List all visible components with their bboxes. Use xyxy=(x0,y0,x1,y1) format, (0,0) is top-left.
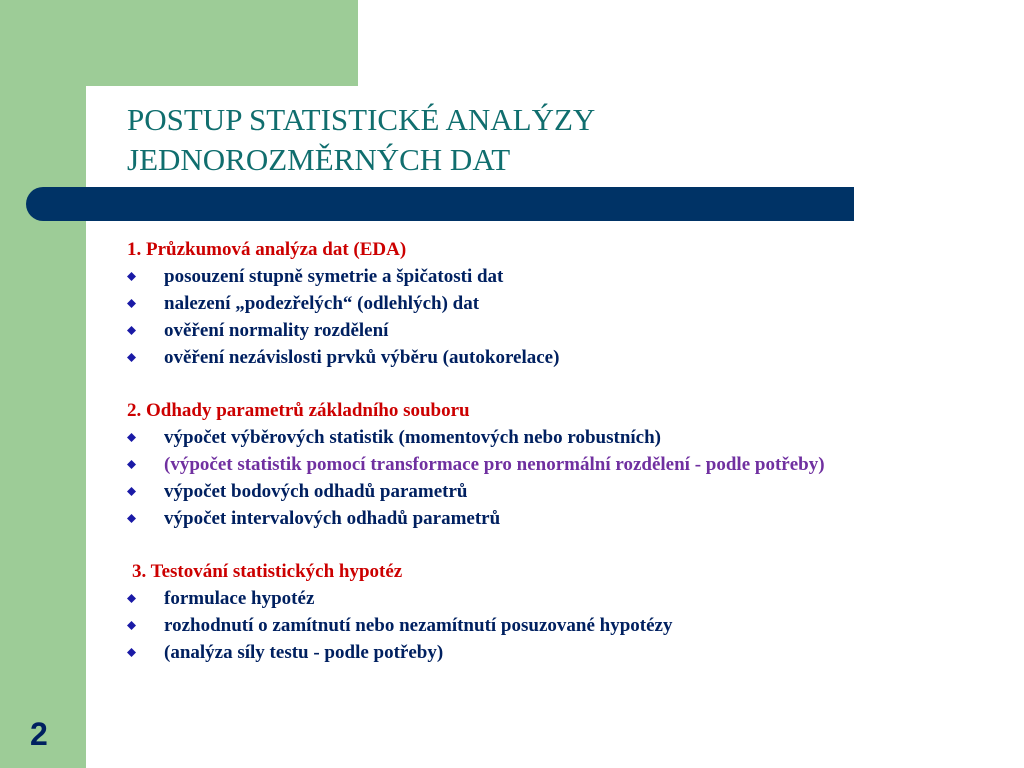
list-item-text: (výpočet statistik pomocí transformace pro nenormální rozdělení - podle potřeby) xyxy=(164,454,825,475)
list-item xyxy=(127,424,1007,451)
title-divider-bar xyxy=(26,187,854,221)
section-heading: 2. Odhady parametrů základního souboru xyxy=(127,400,470,421)
list-item-text: výpočet bodových odhadů parametrů xyxy=(164,481,468,502)
section-eda xyxy=(127,236,1007,371)
slide-content xyxy=(127,236,1007,666)
section-heading: 3. Testování statistických hypotéz xyxy=(132,561,403,582)
spacer xyxy=(127,371,1007,397)
green-top-band xyxy=(0,0,358,86)
spacer xyxy=(127,532,1007,558)
slide-title-line-2: JEDNOROZMĚRNÝCH DAT xyxy=(127,142,511,177)
list-item-optional xyxy=(127,451,1007,478)
list-item-text: výpočet výběrových statistik (momentových nebo robustních) xyxy=(164,427,661,448)
slide-title xyxy=(127,100,595,180)
list-item xyxy=(127,478,1007,505)
list-item-text: výpočet intervalových odhadů parametrů xyxy=(164,508,501,529)
list-item-text: formulace hypotéz xyxy=(164,588,315,609)
diamond-bullet-icon xyxy=(127,353,136,362)
list-item-text: nalezení „podezřelých“ (odlehlých) dat xyxy=(164,293,480,314)
diamond-bullet-icon xyxy=(127,326,136,335)
list-item-text: ověření normality rozdělení xyxy=(164,320,389,341)
section-hypothesis-testing xyxy=(127,558,1007,666)
diamond-bullet-icon xyxy=(127,460,136,469)
diamond-bullet-icon xyxy=(127,514,136,523)
diamond-bullet-icon xyxy=(127,299,136,308)
diamond-bullet-icon xyxy=(127,594,136,603)
section-heading: 1. Průzkumová analýza dat (EDA) xyxy=(127,239,407,260)
list-item-text: ověření nezávislosti prvků výběru (autokorelace) xyxy=(164,347,560,368)
section-parameter-estimates xyxy=(127,397,1007,532)
diamond-bullet-icon xyxy=(127,648,136,657)
list-item xyxy=(127,612,1007,639)
list-item-text: rozhodnutí o zamítnutí nebo nezamítnutí posuzované hypotézy xyxy=(164,615,673,636)
list-item xyxy=(127,505,1007,532)
list-item-text: posouzení stupně symetrie a špičatosti dat xyxy=(164,266,504,287)
list-item xyxy=(127,344,1007,371)
list-item xyxy=(127,639,1007,666)
list-item-text: (analýza síly testu - podle potřeby) xyxy=(164,642,444,663)
slide-title-line-1: POSTUP STATISTICKÉ ANALÝZY xyxy=(127,102,596,137)
diamond-bullet-icon xyxy=(127,487,136,496)
list-item xyxy=(127,290,1007,317)
list-item xyxy=(127,317,1007,344)
green-left-band xyxy=(0,0,86,768)
diamond-bullet-icon xyxy=(127,272,136,281)
page-number: 2 xyxy=(30,716,48,752)
diamond-bullet-icon xyxy=(127,621,136,630)
list-item xyxy=(127,585,1007,612)
diamond-bullet-icon xyxy=(127,433,136,442)
list-item xyxy=(127,263,1007,290)
